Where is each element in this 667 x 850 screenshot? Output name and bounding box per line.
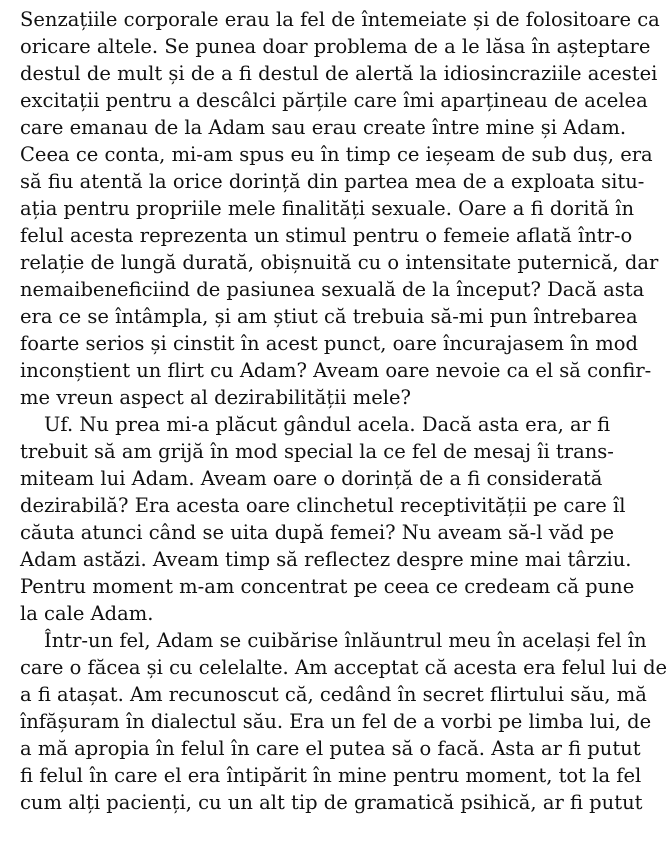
text-line: Uf. Nu prea mi-a plăcut gândul acela. Dacă asta era, ar fi	[44, 413, 611, 436]
text-line: a fi atașat. Am recunoscut că, cedând în secret flirtului său, mă	[20, 683, 647, 706]
text-line: fi felul în care el era întipărit în mine pentru moment, tot la fel	[20, 764, 642, 787]
text-line: felul acesta reprezenta un stimul pentru o femeie aflată într-o	[20, 224, 633, 247]
paragraph	[20, 627, 667, 816]
text-line: Pentru moment m-am concentrat pe ceea ce credeam că pune	[20, 575, 635, 598]
text-line: Senzațiile corporale erau la fel de întemeiate și de folositoare ca	[20, 8, 660, 31]
text-line: căuta atunci când se uita după femei? Nu aveam să-l văd pe	[20, 521, 615, 544]
text-line: Adam astăzi. Aveam timp să reflectez despre mine mai târziu.	[20, 548, 632, 571]
text-line: foarte serios și cinstit în acest punct, oare încurajasem în mod	[20, 332, 638, 355]
text-line: era ce se întâmpla, și am știut că trebuia să-mi pun întrebarea	[20, 305, 638, 328]
text-line: Ceea ce conta, mi-am spus eu în timp ce ieșeam de sub duș, era	[20, 143, 653, 166]
text-line: miteam lui Adam. Aveam oare o dorință de a fi considerată	[20, 467, 603, 490]
text-line: destul de mult și de a fi destul de alertă la idiosincraziile acestei	[20, 62, 658, 85]
page-body-text	[20, 6, 667, 816]
text-line: relație de lungă durată, obișnuită cu o intensitate puternică, dar	[20, 251, 659, 274]
text-line: oricare altele. Se punea doar problema de a le lăsa în așteptare	[20, 35, 651, 58]
text-line: dezirabilă? Era acesta oare clinchetul receptivității pe care îl	[20, 494, 626, 517]
text-line: trebuit să am grijă în mod special la ce fel de mesaj îi trans-	[20, 440, 614, 463]
text-line: a mă apropia în felul în care el putea să o facă. Asta ar fi putut	[20, 737, 641, 760]
text-line: cum alți pacienți, cu un alt tip de gramatică psihică, ar fi putut	[20, 791, 643, 814]
paragraph	[20, 6, 660, 411]
text-line: nemaibeneficiind de pasiunea sexuală de la început? Dacă asta	[20, 278, 645, 301]
text-line: să fiu atentă la orice dorință din partea mea de a exploata situ-	[20, 170, 645, 193]
text-line: me vreun aspect al dezirabilității mele?	[20, 386, 411, 409]
text-line: ația pentru propriile mele finalități sexuale. Oare a fi dorită în	[20, 197, 635, 220]
text-line: excitații pentru a descâlci părțile care îmi aparțineau de acelea	[20, 89, 648, 112]
text-line: la cale Adam.	[20, 602, 154, 625]
text-line: inconștient un flirt cu Adam? Aveam oare nevoie ca el să confir-	[20, 359, 652, 382]
text-line: care emanau de la Adam sau erau create între mine și Adam.	[20, 116, 627, 139]
text-line: înfășuram în dialectul său. Era un fel de a vorbi pe limba lui, de	[20, 710, 652, 733]
text-line: Într-un fel, Adam se cuibărise înlăuntrul meu în același fel în	[44, 629, 647, 652]
paragraph	[20, 411, 635, 627]
text-line: care o făcea și cu celelalte. Am acceptat că acesta era felul lui de	[20, 656, 667, 679]
